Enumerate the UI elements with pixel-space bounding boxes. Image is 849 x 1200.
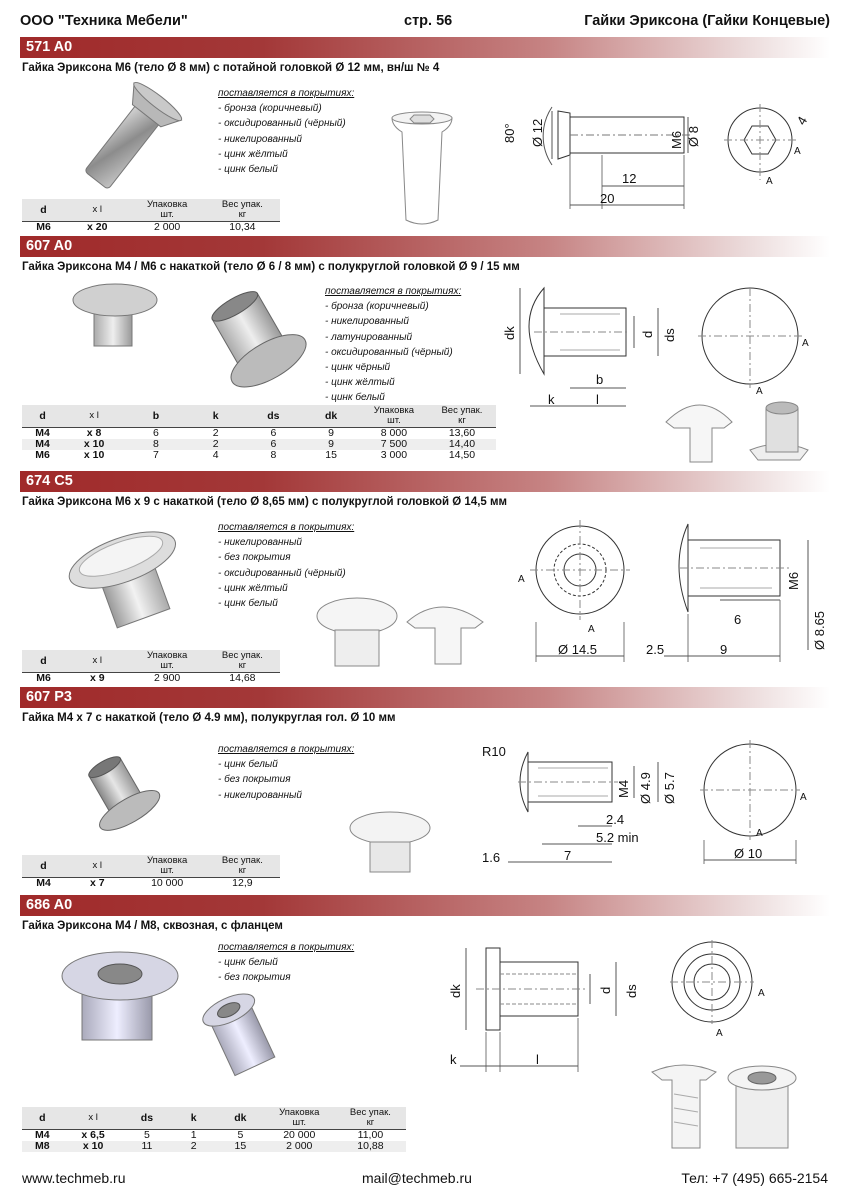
- section-title: Гайка Эриксона М4 / М6 с накаткой (тело Ø 6 / 8 мм) с полукруглой головкой Ø 9 / 15 мм: [22, 261, 520, 273]
- column-header: Упаковка шт.: [130, 199, 205, 222]
- coating-item: - цинк белый: [218, 759, 278, 771]
- section-band-571a0: [20, 37, 830, 58]
- dim-l: 9: [720, 642, 728, 657]
- column-header: Упаковка шт.: [264, 1107, 335, 1130]
- coating-item: - никелированный: [218, 537, 302, 549]
- coating-item: - без покрытия: [218, 972, 291, 984]
- dim-ds: ds: [662, 328, 677, 342]
- cutaway-image-674c5: [315, 592, 485, 672]
- section-mark: A: [766, 176, 773, 187]
- dim-h: 2.5: [646, 642, 665, 657]
- column-header: Вес упак. кг: [428, 405, 496, 428]
- dim-k: 1.6: [482, 850, 501, 865]
- dim-len2: 20: [600, 191, 615, 206]
- phone-number: Тел: +7 (495) 665-2154: [681, 1170, 828, 1186]
- section-mark: A: [756, 386, 763, 397]
- table-cell: 12,9: [205, 878, 280, 890]
- section-title: Гайка Эриксона М6 x 9 с накаткой (тело Ø 8,65 мм) с полукруглой головкой Ø 14,5 мм: [22, 496, 508, 508]
- dim-dk: dk: [502, 326, 517, 340]
- drawing-side-674c5: [640, 520, 830, 670]
- table-cell: x 8: [63, 428, 125, 440]
- column-header: Вес упак. кг: [335, 1107, 406, 1130]
- dim-angle: 80°: [502, 123, 517, 143]
- column-header: d: [22, 1107, 63, 1130]
- table-row: [22, 1130, 406, 1142]
- table-cell: x 10: [63, 1141, 124, 1152]
- table-row: [22, 878, 280, 890]
- product-image-607p3: [74, 745, 164, 835]
- coatings-heading: поставляется в покрытиях:: [218, 942, 355, 953]
- spec-table-674c5: [22, 650, 280, 684]
- column-header: d: [22, 650, 65, 673]
- section-band-607p3: [20, 687, 830, 708]
- dim-d: d: [640, 330, 655, 338]
- dim-d: d: [598, 986, 613, 994]
- dim-l: l: [536, 1052, 539, 1067]
- section-mark: A: [756, 828, 763, 839]
- dim-head: Ø 12: [530, 118, 545, 147]
- column-header: d: [22, 405, 63, 428]
- section-mark: A: [758, 988, 765, 999]
- dim-len: 6: [734, 612, 742, 627]
- coating-item: - оксидированный (чёрный): [218, 118, 346, 130]
- coating-item: - бронза (коричневый): [218, 103, 322, 115]
- section-title: Гайка М4 x 7 с накаткой (тело Ø 4.9 мм), полукруглая гол. Ø 10 мм: [22, 712, 396, 724]
- section-mark: A: [588, 624, 595, 635]
- column-header: Вес упак. кг: [205, 650, 280, 673]
- table-cell: 6: [245, 428, 303, 440]
- table-cell: x 7: [65, 878, 130, 890]
- table-cell: М4: [22, 878, 65, 890]
- dim-head: Ø 10: [734, 846, 763, 861]
- coating-item: - никелированный: [218, 789, 302, 801]
- cutaway-image-607a0: [660, 392, 810, 468]
- cutaway-image-571a0: [388, 112, 458, 232]
- table-row: [22, 1141, 406, 1152]
- dim-ds: ds: [624, 984, 639, 998]
- coating-item: - оксидированный (чёрный): [325, 346, 453, 358]
- dim-thread: М6: [786, 571, 801, 590]
- product-image-571a0: [60, 82, 200, 192]
- section-mark: A: [802, 338, 809, 349]
- table-cell: 1: [170, 1130, 217, 1142]
- drawing-end-607a0: [698, 288, 818, 398]
- table-cell: 8: [125, 439, 187, 450]
- column-header: dk: [302, 405, 360, 428]
- website-link[interactable]: www.techmeb.ru: [22, 1170, 126, 1186]
- section-band-607a0: [20, 236, 830, 257]
- column-header: x l: [63, 405, 125, 428]
- column-header: d: [22, 855, 65, 878]
- dim-r: R10: [482, 744, 506, 759]
- table-cell: М6: [22, 222, 65, 234]
- table-cell: 5: [217, 1130, 264, 1142]
- table-cell: 6: [245, 439, 303, 450]
- dim-d2: Ø 5.7: [662, 772, 677, 804]
- column-header: x l: [65, 650, 130, 673]
- section-band-674c5: [20, 471, 830, 492]
- table-cell: 9: [302, 428, 360, 440]
- table-cell: x 6,5: [63, 1130, 124, 1142]
- company-name: ООО "Техника Мебели": [20, 13, 188, 29]
- coating-item: - цинк жёлтый: [325, 377, 395, 389]
- dim-thread: М6: [669, 130, 684, 149]
- table-cell: x 10: [63, 439, 125, 450]
- section-band-686a0: [20, 895, 830, 916]
- coatings-heading: поставляется в покрытиях:: [218, 522, 355, 533]
- section-mark: A: [794, 146, 801, 157]
- dim-dk: dk: [448, 984, 463, 998]
- coating-item: - цинк чёрный: [325, 362, 391, 374]
- column-header: d: [22, 199, 65, 222]
- drawing-end-686a0: [670, 940, 780, 1040]
- table-cell: 4: [212, 449, 219, 461]
- section-code: 607 A0: [26, 238, 73, 254]
- table-cell: 2 900: [130, 673, 205, 685]
- drawing-end-571a0: [720, 98, 820, 188]
- coating-item: - цинк белый: [325, 392, 385, 404]
- table-cell: 2: [170, 1141, 217, 1152]
- section-title: Гайка Эриксона М6 (тело Ø 8 мм) с потайной головкой Ø 12 мм, вн/ш № 4: [22, 62, 440, 74]
- column-header: x l: [63, 1107, 124, 1130]
- table-cell: 3 000: [380, 449, 408, 461]
- dim-head: Ø 14.5: [558, 642, 598, 657]
- product-image-607a0: [70, 278, 310, 388]
- coating-item: - без покрытия: [218, 774, 291, 786]
- section-code: 686 A0: [26, 897, 73, 913]
- column-header: ds: [245, 405, 303, 428]
- column-header: Упаковка шт.: [130, 855, 205, 878]
- table-cell: М4: [22, 439, 63, 450]
- table-cell: 9: [302, 439, 360, 450]
- coating-item: - никелированный: [218, 133, 302, 145]
- table-cell: 10,88: [335, 1141, 406, 1152]
- column-header: dk: [217, 1107, 264, 1130]
- column-header: Вес упак. кг: [205, 199, 280, 222]
- column-header: x l: [65, 855, 130, 878]
- column-header: b: [125, 405, 187, 428]
- dim-len1: 12: [622, 171, 637, 186]
- spec-table-607p3: [22, 855, 280, 889]
- table-cell: М4: [22, 1130, 63, 1142]
- table-cell: М6: [22, 673, 65, 685]
- table-cell: 5: [124, 1130, 171, 1142]
- table-cell: М4: [22, 428, 63, 440]
- coating-item: - цинк белый: [218, 598, 278, 610]
- table-cell: 2: [187, 439, 245, 450]
- table-cell: 7 500: [360, 439, 428, 450]
- table-cell: 11,00: [335, 1130, 406, 1142]
- table-cell: x 20: [65, 222, 130, 234]
- section-mark: A: [800, 792, 807, 803]
- table-cell: 2 000: [264, 1141, 335, 1152]
- table-cell: 14,50: [448, 449, 476, 461]
- column-header: ds: [124, 1107, 171, 1130]
- column-header: Вес упак. кг: [205, 855, 280, 878]
- table-cell: x 9: [65, 673, 130, 685]
- page-header: [20, 10, 830, 32]
- table-cell: 10 000: [130, 878, 205, 890]
- category-title: Гайки Эриксона (Гайки Концевые): [584, 13, 830, 29]
- section-code: 674 C5: [26, 473, 73, 489]
- drawing-607p3: [478, 742, 698, 872]
- coatings-list: [218, 742, 354, 803]
- drawing-571a0: [500, 85, 700, 215]
- table-cell: 2: [187, 428, 245, 440]
- drawing-end-607p3: [700, 740, 810, 870]
- cutaway-image-607p3: [346, 808, 436, 878]
- section-title: Гайка Эриксона М4 / М8, сквозная, с фланцем: [22, 920, 283, 932]
- dim-thread: М4: [616, 779, 631, 798]
- coating-item: - без покрытия: [218, 552, 291, 564]
- table-cell: 6: [125, 428, 187, 440]
- dim-l: l: [596, 392, 599, 407]
- column-header: x l: [65, 199, 130, 222]
- coatings-heading: поставляется в покрытиях:: [218, 744, 355, 755]
- dim-b: 5.2 min: [596, 830, 639, 845]
- section-mark: A: [518, 574, 525, 585]
- dim-body: Ø 8.65: [812, 610, 827, 650]
- coating-item: - цинк жёлтый: [218, 582, 288, 594]
- dim-d1: Ø 4.9: [638, 772, 653, 804]
- section-code: 571 A0: [26, 39, 73, 55]
- table-cell: 13,60: [428, 428, 496, 440]
- dim-l: 7: [564, 848, 572, 863]
- product-image-674c5: [66, 520, 196, 630]
- cutaway-image-686a0: [648, 1058, 798, 1158]
- drawing-674c5: [518, 520, 638, 670]
- table-cell: 14,68: [205, 673, 280, 685]
- email-link[interactable]: mail@techmeb.ru: [362, 1170, 472, 1186]
- dim-k: k: [548, 392, 555, 407]
- coating-item: - цинк белый: [218, 164, 278, 176]
- coating-item: - бронза (коричневый): [325, 301, 429, 313]
- table-cell: 8: [270, 449, 277, 461]
- dim-k: k: [450, 1052, 457, 1067]
- spec-table-571a0: [22, 199, 280, 233]
- coating-item: - оксидированный (чёрный): [218, 567, 346, 579]
- table-cell: 8 000: [360, 428, 428, 440]
- table-cell: 7: [153, 449, 159, 461]
- drawing-686a0: [440, 940, 650, 1080]
- dim-hex: 4: [793, 113, 811, 128]
- table-cell: 11: [124, 1141, 171, 1152]
- page-number: стр. 56: [404, 13, 453, 29]
- coating-item: - цинк жёлтый: [218, 148, 288, 160]
- column-header: Упаковка шт.: [130, 650, 205, 673]
- column-header: k: [187, 405, 245, 428]
- table-cell: 2 000: [130, 222, 205, 234]
- coating-item: - латунированный: [325, 331, 413, 343]
- table-cell: 14,40: [428, 439, 496, 450]
- coatings-heading: поставляется в покрытиях:: [325, 286, 462, 297]
- table-cell: М8: [22, 1141, 63, 1152]
- coating-item: - никелированный: [325, 316, 409, 328]
- table-cell: 10,34: [205, 222, 280, 234]
- table-cell: М6: [35, 449, 50, 461]
- column-header: k: [170, 1107, 217, 1130]
- drawing-607a0: [500, 282, 680, 412]
- section-mark: A: [716, 1028, 723, 1039]
- coatings-list: [325, 284, 461, 406]
- coatings-list: [218, 86, 354, 177]
- spec-table-607a0: [22, 405, 496, 461]
- table-cell: 20 000: [264, 1130, 335, 1142]
- table-cell: 15: [325, 449, 337, 461]
- table-row: [22, 450, 496, 461]
- coatings-list: [218, 940, 354, 986]
- dim-a: 2.4: [606, 812, 625, 827]
- dim-b: b: [596, 372, 604, 387]
- coatings-heading: поставляется в покрытиях:: [218, 88, 355, 99]
- spec-table-686a0: [22, 1107, 406, 1152]
- column-header: Упаковка шт.: [360, 405, 428, 428]
- coating-item: - цинк белый: [218, 957, 278, 969]
- table-cell: x 10: [83, 449, 105, 461]
- table-row: [22, 673, 280, 685]
- table-cell: 15: [217, 1141, 264, 1152]
- section-code: 607 P3: [26, 689, 72, 705]
- dim-body: Ø 8: [686, 126, 701, 147]
